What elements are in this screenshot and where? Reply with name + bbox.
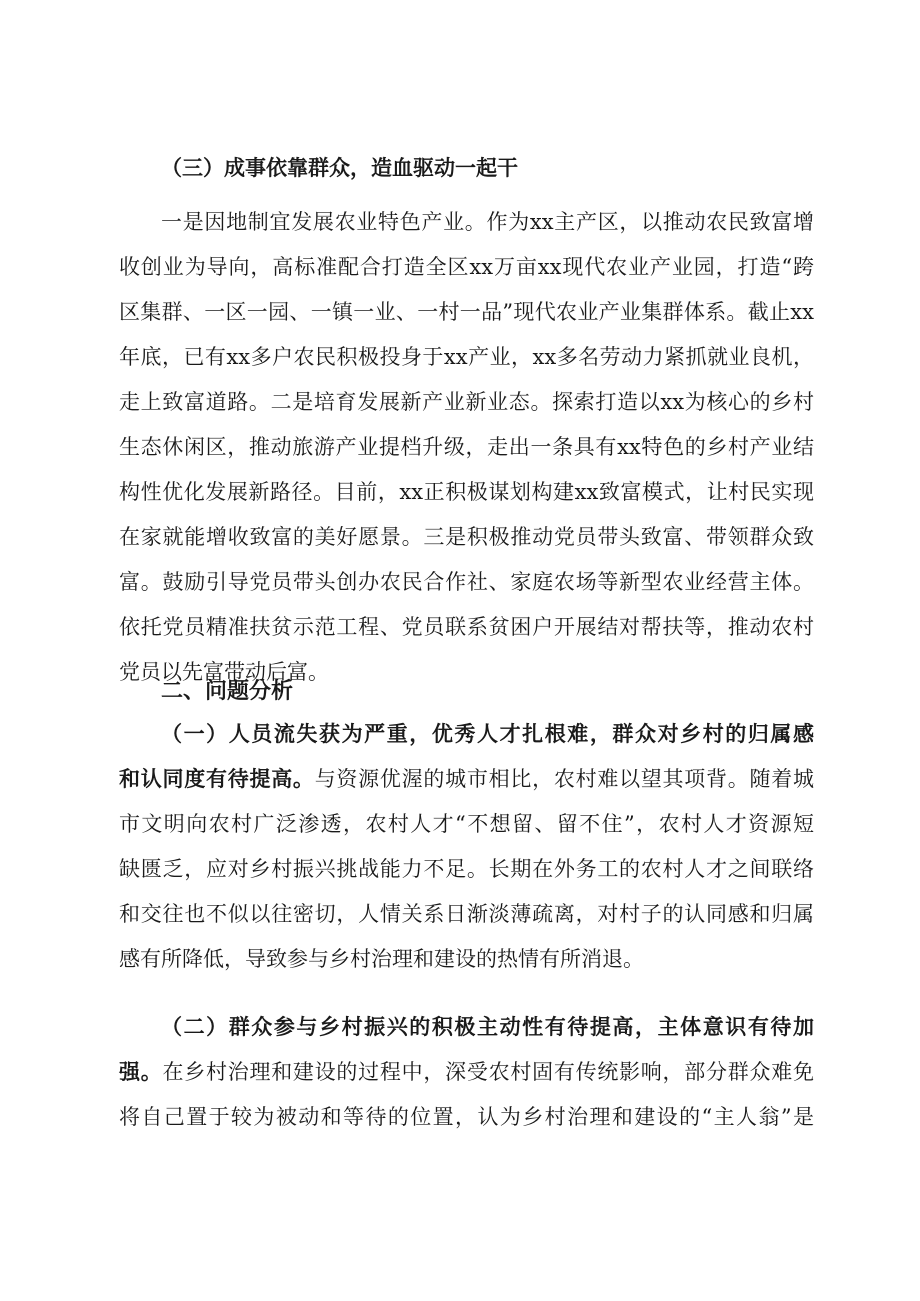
- paragraph-line: [119, 763, 814, 795]
- problem-2: [119, 1011, 814, 1133]
- paragraph-line: 市文明向农村广泛渗透，农村人才“不想留、留不住”，农村人才资源短: [119, 812, 814, 836]
- problem-1-lead: （一）人员流失获为严重，优秀人才扎根难，群众对乡村的归属感: [161, 721, 814, 746]
- paragraph-line: 富。鼓励引导党员带头创办农民合作社、家庭农场等新型农业经营主体。: [119, 570, 814, 594]
- paragraph-line: 走上致富道路。二是培育发展新产业新业态。探索打造以xx为核心的乡村: [119, 390, 814, 414]
- paragraph-line: 生态休闲区，推动旅游产业提档升级，走出一条具有xx特色的乡村产业结: [119, 435, 814, 459]
- problem-2-text: 在乡村治理和建设的过程中，深受农村固有传统影响，部分群众难免: [162, 1060, 814, 1084]
- paragraph-line: 收创业为导向，高标准配合打造全区xx万亩xx现代农业产业园，打造“跨: [119, 255, 814, 279]
- problem-1-text: 与资源优渥的城市相比，农村难以望其项背。随着城: [314, 767, 815, 791]
- paragraph-line: 在家就能增收致富的美好愿景。三是积极推动党员带头致富、带领群众致: [119, 525, 814, 549]
- problem-2-lead-end: 强。: [119, 1059, 163, 1084]
- paragraph-line: 将自己置于较为被动和等待的位置，认为乡村治理和建设的“主人翁”是: [119, 1105, 814, 1129]
- paragraph-line: 感有所降低，导致参与乡村治理和建设的热情有所消退。: [119, 947, 644, 971]
- problem-1-lead-end: 和认同度有待提高。: [119, 766, 315, 791]
- paragraph-line: 构性优化发展新路径。目前，xx正积极谋划构建xx致富模式，让村民实现: [119, 480, 814, 504]
- paragraph-line: [119, 1056, 814, 1088]
- section-3-body: [119, 206, 814, 688]
- paragraph-line: 党员以先富带动后富。: [119, 660, 329, 684]
- section-3: [119, 152, 814, 184]
- section-3-heading: （三）成事依靠群众，造血驱动一起干: [161, 155, 518, 180]
- section-heading-problem-analysis: 二、问题分析: [161, 679, 294, 704]
- problem-2-lead: （二）群众参与乡村振兴的积极主动性有待提高，主体意识有待加: [161, 1014, 814, 1039]
- paragraph-line: 一是因地制宜发展农业特色产业。作为xx主产区，以推动农民致富增: [161, 210, 814, 234]
- paragraph-line: 年底，已有xx多户农民积极投身于xx产业，xx多名劳动力紧抓就业良机，: [119, 345, 814, 369]
- problem-1: [119, 718, 814, 975]
- paragraph-line: 缺匮乏，应对乡村振兴挑战能力不足。长期在外务工的农村人才之间联络: [119, 857, 814, 881]
- paragraph-line: 区集群、一区一园、一镇一业、一村一品”现代农业产业集群体系。截止xx: [119, 300, 814, 324]
- paragraph-line: 和交往也不似以往密切，人情关系日渐淡薄疏离，对村子的认同感和归属: [119, 902, 814, 926]
- paragraph-line: 依托党员精准扶贫示范工程、党员联系贫困户开展结对帮扶等，推动农村: [119, 615, 814, 639]
